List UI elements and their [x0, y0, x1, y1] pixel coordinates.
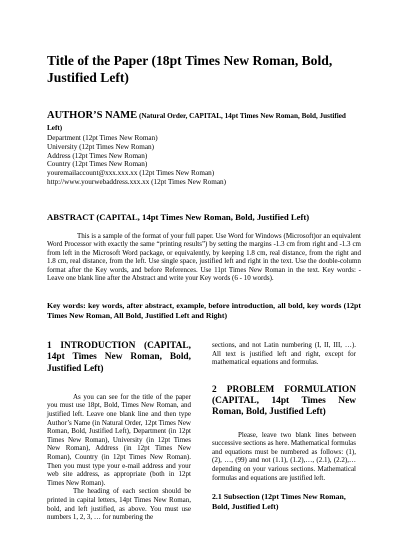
problem-paragraph: Please, leave two blank lines between successive sections as here. Mathematical formulas and equations must be numbered as follows: (1), (2), …, (99) and not (1.1), (1.2),…, (2.1), (2.2),… depending on your various sections. Mathematical formulas and equations are justified left. — [212, 430, 356, 482]
author-block — [47, 110, 362, 187]
keywords: Key words: key words, after abstract, example, before introduction, all bold, key words (12pt Times New Roman, All Bold, Justified Left and Right) — [47, 301, 361, 320]
section-2-heading: 2 PROBLEM FORMULATION (CAPITAL, 14pt Times New Roman, Bold, Justified Left) — [212, 384, 356, 418]
abstract-heading: ABSTRACT (CAPITAL, 14pt Times New Roman, Bold, Justified Left) — [47, 212, 310, 222]
author-name-line — [47, 110, 362, 134]
author-department: Department (12pt Times New Roman) — [47, 134, 158, 142]
intro-continuation: sections, and not Latin numbering (I, II, III, …). All text is justified left and right, except for mathematical equations and formulas. — [212, 341, 356, 367]
subsection-2-1-heading: 2.1 Subsection (12pt Times New Roman, Bold, Justified Left) — [212, 492, 346, 511]
intro-paragraph-1: As you can see for the title of the paper you must use 18pt, Bold, Times New Roman, and justified left. Leave one blank line and then type Author’s Name (in Natural Order, 12pt Times New Roman, Bold, Justified Left), Department (in 12pt Times New Roman), University (in 12pt Times New Roman), Address (in 12pt Times New Roman), Country (in 12pt Times New Roman). Then you must type your e-mail address and your web site address, as appropriate (both in 12pt Times New Roman). — [47, 392, 191, 487]
author-name: AUTHOR’S NAME — [47, 110, 138, 121]
author-address: Address (12pt Times New Roman) — [47, 151, 148, 160]
author-country: Country (12pt Times New Roman) — [47, 160, 148, 169]
left-column — [47, 341, 191, 522]
paper-title: Title of the Paper (18pt Times New Roman, Bold, Justified Left) — [47, 53, 333, 85]
author-name-note: (Natural Order, CAPITAL, 14pt Times New Roman, Bold, Justified Left) — [47, 112, 346, 132]
author-university: University (12pt Times New Roman) — [47, 142, 155, 151]
abstract-body: This is a sample of the format of your full paper. Use Word for Windows (Microsoft)or an equivalent Word Processor with exactly the same “printing results”) by setting the margins -1.3 cm from right and -1.3 cm from left in the Microsoft Word package, or equivalently, by keeping 1.8 cm, real distance, from the right and 1.8 cm, real distance, from the left. Use single space, justified left and right in the text. Use the double-column format after the Key words, and before References. Use 11pt Times New Roman in the text. Key words: - Leave one blank line after the Abstract and write your Key words (6 - 10 words). — [47, 232, 361, 283]
section-1-heading: 1 INTRODUCTION (CAPITAL, 14pt Times New Roman, Bold, Justified Left) — [47, 341, 191, 374]
author-email: youremailaccount@xxx.xxx.xx (12pt Times New Roman) — [47, 169, 215, 178]
intro-paragraph-2: The heading of each section should be printed in capital letters, 14pt Times New Roman, bold, and left justified, as above. You must use numbers 1, 2, 3, … for numbering the — [47, 487, 191, 522]
right-column — [212, 341, 356, 511]
author-website: http://www.yourwebaddress.xxx.xx (12pt Times New Roman) — [47, 177, 227, 186]
